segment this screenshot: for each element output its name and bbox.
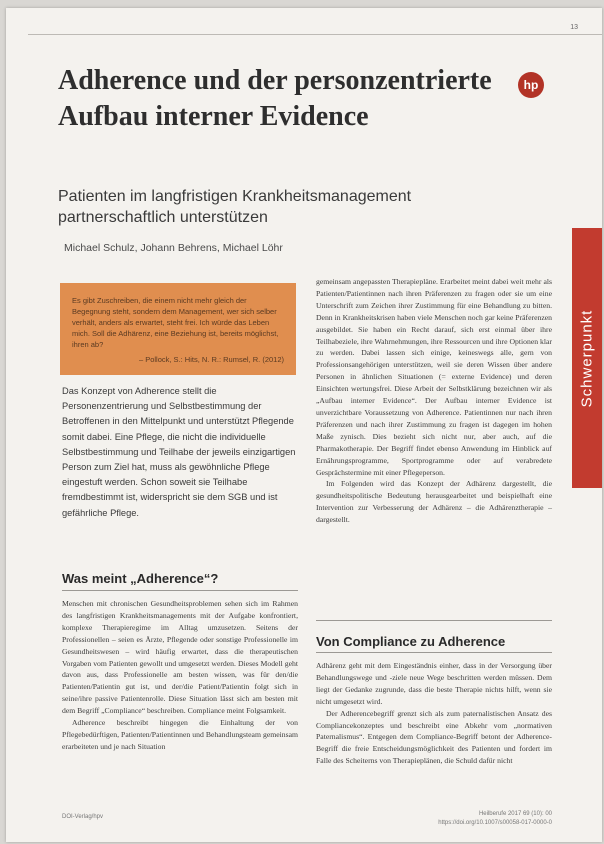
article-title: Adherence und der personzentrierte Aufbau interner Evidence (58, 65, 492, 132)
right-column-text (316, 276, 552, 526)
publisher-logo: hp (518, 72, 544, 98)
pull-quote-box (60, 283, 296, 375)
pull-quote-text: Es gibt Zuschreiben, die einem nicht mehr gleich der Begegnung steht, sondern dem Management, wer sich selber verhält, anders als erwartet, steht frei. Ich würde das Leben mich. Soll die Adhärenz, eine Beziehung ist, bereits möglichst, ihren ab? (72, 296, 279, 349)
pull-quote-source: – Pollock, S.: Hits, N. R.: Rumsel, R. (2012) (138, 355, 284, 364)
author-line: Michael Schulz, Johann Behrens, Michael Löhr (64, 242, 283, 254)
section-rule-right-top (316, 620, 552, 621)
footer-citation: Heilberufe 2017 69 (10): 00 (478, 811, 552, 817)
section-heading-adherence: Was meint „Adherence“? (62, 571, 219, 586)
article-subtitle: Patienten im langfristigen Krankheitsmanagement partnerschaftlich unterstützen (58, 188, 412, 226)
header-rule (28, 34, 602, 35)
footer-right (438, 810, 552, 828)
right-paragraph: Im Folgenden wird das Konzept der Adhärenz dargestellt, die gesundheitspolitische Bedeutung herausgearbeitet und beispielhaft eine Intervention zur Verbesserung der Adhärenz – die Adhärenztherapie – dargestellt. (316, 479, 552, 525)
right-paragraph: Der Adherencebegriff grenzt sich als zum paternalistischen Ansatz des Compliancekonzeptes und beschreibt eine Abkehr vom „normativen Paternalismus“. Entgegen dem Compliance-Begriff betont der Adherence-Begriff die freie Entscheidungsmöglichkeit des Patienten und fordert im Falle des Scheiterns von Therapieplänen, die Schuld dafür nicht (316, 708, 552, 766)
footer-doi: https://doi.org/10.1007/s00058-017-0000-0 (438, 820, 552, 826)
left-paragraph: Menschen mit chronischen Gesundheitsproblemen sehen sich im Rahmen des langfristigen Krankheitsmanagements mit der Aufgabe konfrontiert, komplexe Therapieregime im Alltag umzusetzen. Seitens der Professionellen – seien es Ärzte, Pflegende oder sonstige Professionelle im Gesundheitswesen – wird häufig erwartet, dass die therapeutischen Vorgaben vom Patienten gewollt und umgesetzt werden. Dieses Modell geht davon aus, dass Professionelle am besten wissen, was für den/die Patienten/Patientin gut ist, und der/die Patient/Patientin folgt sich in seine/ihre passive Patientenrolle. Diese Situation lässt sich am besten mit dem Begriff „Compliance“ beschreiben. Compliance meint Folgsamkeit. (62, 599, 298, 716)
left-paragraph: Adherence beschreibt hingegen die Einhaltung der von Pflegebedürftigen, Patienten/Patientinnen und Behandlungsteam gemeinsam erarbeiteten und je nach Situation (62, 718, 298, 751)
section-rule-right (316, 652, 552, 653)
section-tab (572, 228, 602, 488)
footer-left: DOI-Verlag/hpv (62, 814, 104, 820)
section-rule-left (62, 590, 298, 591)
section-heading-compliance: Von Compliance zu Adherence (316, 634, 506, 649)
right-paragraph: gemeinsam angepassten Therapiepläne. Erarbeitet meint dabei weit mehr als Patienten/Patientinnen nach ihren Präferenzen zu fragen oder sie um eine Unterschrift zum Zeichen ihrer Zustimmung für eine Behandlung zu bitten. Denn in Krankheitskrisen haben viele Menschen noch gar keine Präferenzen ausgebildet. Sie haben ein Recht darauf, sich erst einmal über ihre Teilhabeziele, ihre Wahrnehmungen, ihre Ressourcen und ihre Optionen klar zu werden. Dabei lassen sich einige, keineswegs alle, gern von Professionsangehörigen unterstützen, weil sie deren Wissen über andere Personen in ähnlichen Situationen (= externe Evidence) und deren Einsichten wertungsfrei. Diese Arbeit der Selbstklärung bezeichnen wir als „Aufbau interner Evidence“. Der Aufbau interner Evidence ist unverzichtbare Voraussetzung von Adherence. Patientinnen nur nach ihren Präferenzen und nach ihrer Zustimmung zu fragen ist dagegen im hohen Maße zynisch. Dies bezieht sich nicht nur, aber auch, auf die Pharmakotherapie. Der Begriff findet ebenso Anwendung im Hinblick auf Ernährungsprogramme, Sportprogramme oder auf verabredete Gesprächstermine mit einer Pflegeperson. (316, 277, 552, 477)
intro-paragraph: Das Konzept von Adherence stellt die Personenzentrierung und Selbstbestimmung der Betroffenen in den Mittelpunkt und unterstützt Pflegende somit dabei. Eine Pflege, die nicht die individuelle Selbstbestimmung und Teilhabe der jeweils einzigartigen Person zum Ziel hat, muss als gewöhnliche Pflege eingestuft werden. Schon soweit sie Teilhabe fremdbestimmt ist, widerspricht sie dem SGB und ist gefährliche Pflege. (62, 386, 296, 518)
magazine-page (6, 8, 602, 842)
left-column-text (62, 598, 298, 753)
right-paragraph: Adhärenz geht mit dem Eingeständnis einher, dass in der Versorgung über Behandlungswege und -ziele neue Wege beschritten werden müssen. Dem liegt der Gedanke zugrunde, dass die beste Therapie nichts hilft, wenn sie nicht umgesetzt wird. (316, 661, 552, 706)
page-number: 13 (570, 24, 578, 31)
section-tab-label: Schwerpunkt (578, 309, 596, 407)
right-column-text-2 (316, 660, 552, 767)
